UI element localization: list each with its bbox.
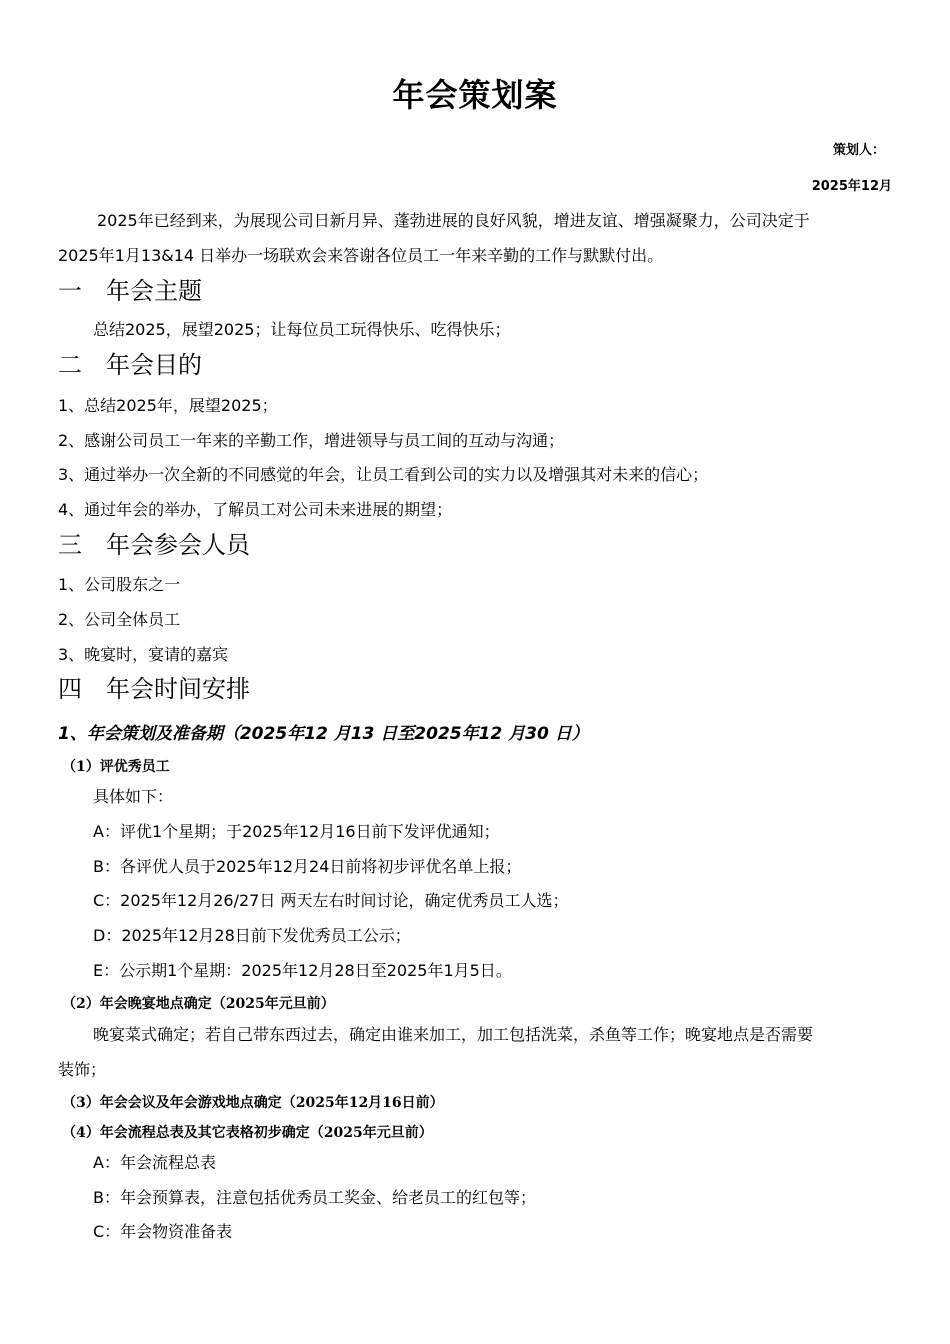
section-heading-schedule (58, 674, 250, 704)
list-item: E：公示期1个星期：2025年12月28日至2025年1月5日。 (93, 961, 512, 980)
list-item: 1、总结2025年，展望2025； (58, 396, 278, 415)
section-title: 年会目的 (106, 351, 202, 379)
section-title: 年会时间安排 (106, 675, 250, 703)
subsection-heading: （4）年会流程总表及其它表格初步确定（2025年元旦前） (62, 1125, 433, 1141)
list-item: B：年会预算表，注意包括优秀员工奖金、给老员工的红包等； (93, 1188, 536, 1207)
intro-paragraph-line2: 2025年1月13&14 日举办一场联欢会来答谢各位员工一年来辛勤的工作与默默付出。 (58, 246, 664, 265)
list-item: 3、通过举办一次全新的不同感觉的年会，让员工看到公司的实力以及增强其对未来的信心； (58, 465, 709, 484)
list-item: 2、感谢公司员工一年来的辛勤工作，增进领导与员工间的互动与沟通； (58, 431, 565, 450)
subsection-heading: （3）年会会议及年会游戏地点确定（2025年12月16日前） (62, 1095, 444, 1111)
list-item: D：2025年12月28日前下发优秀员工公示； (93, 926, 411, 945)
list-item: C：年会物资准备表 (93, 1222, 233, 1241)
plan-date: 2025年12月 (811, 179, 892, 194)
section-number: 四 (58, 675, 82, 703)
section-heading-purpose (58, 350, 202, 380)
section-number: 二 (58, 351, 82, 379)
list-item: A：年会流程总表 (93, 1153, 216, 1172)
theme-content: 总结2025，展望2025；让每位员工玩得快乐、吃得快乐； (93, 320, 511, 339)
section-heading-attendees (58, 530, 250, 560)
list-item: B：各评优人员于2025年12月24日前将初步评优名单上报； (93, 857, 522, 876)
section-number: 三 (58, 531, 82, 559)
planner-label: 策划人： (832, 143, 885, 158)
intro-paragraph-line1: 2025年已经到来，为展现公司日新月异、蓬勃进展的良好风貌，增进友谊、增强凝聚力，公司决定于 (97, 211, 810, 230)
paragraph-line: 晚宴菜式确定；若自己带东西过去，确定由谁来加工，加工包括洗菜，杀鱼等工作；晚宴地点是否需要 (93, 1025, 814, 1044)
subsection-heading: （1）评优秀员工 (62, 759, 170, 775)
section-number: 一 (58, 277, 82, 305)
subsection-intro: 具体如下： (93, 787, 174, 806)
section-heading-theme (58, 276, 202, 306)
section-title: 年会主题 (106, 277, 202, 305)
list-item: 4、通过年会的举办，了解员工对公司未来进展的期望； (58, 500, 453, 519)
list-item: C：2025年12月26/27日 两天左右时间讨论，确定优秀员工人选； (93, 891, 569, 910)
list-item: 3、晚宴时，宴请的嘉宾 (58, 645, 229, 664)
phase-heading: 1、年会策划及准备期（2025年12 月13 日至2025年12 月30 日） (58, 724, 589, 744)
subsection-heading: （2）年会晚宴地点确定（2025年元旦前） (62, 996, 335, 1012)
document-title: 年会策划案 (392, 76, 558, 114)
list-item: A：评优1个星期；于2025年12月16日前下发评优通知； (93, 822, 500, 841)
list-item: 1、公司股东之一 (58, 575, 181, 594)
list-item: 2、公司全体员工 (58, 610, 181, 629)
paragraph-line: 装饰； (58, 1060, 107, 1079)
section-title: 年会参会人员 (106, 531, 250, 559)
